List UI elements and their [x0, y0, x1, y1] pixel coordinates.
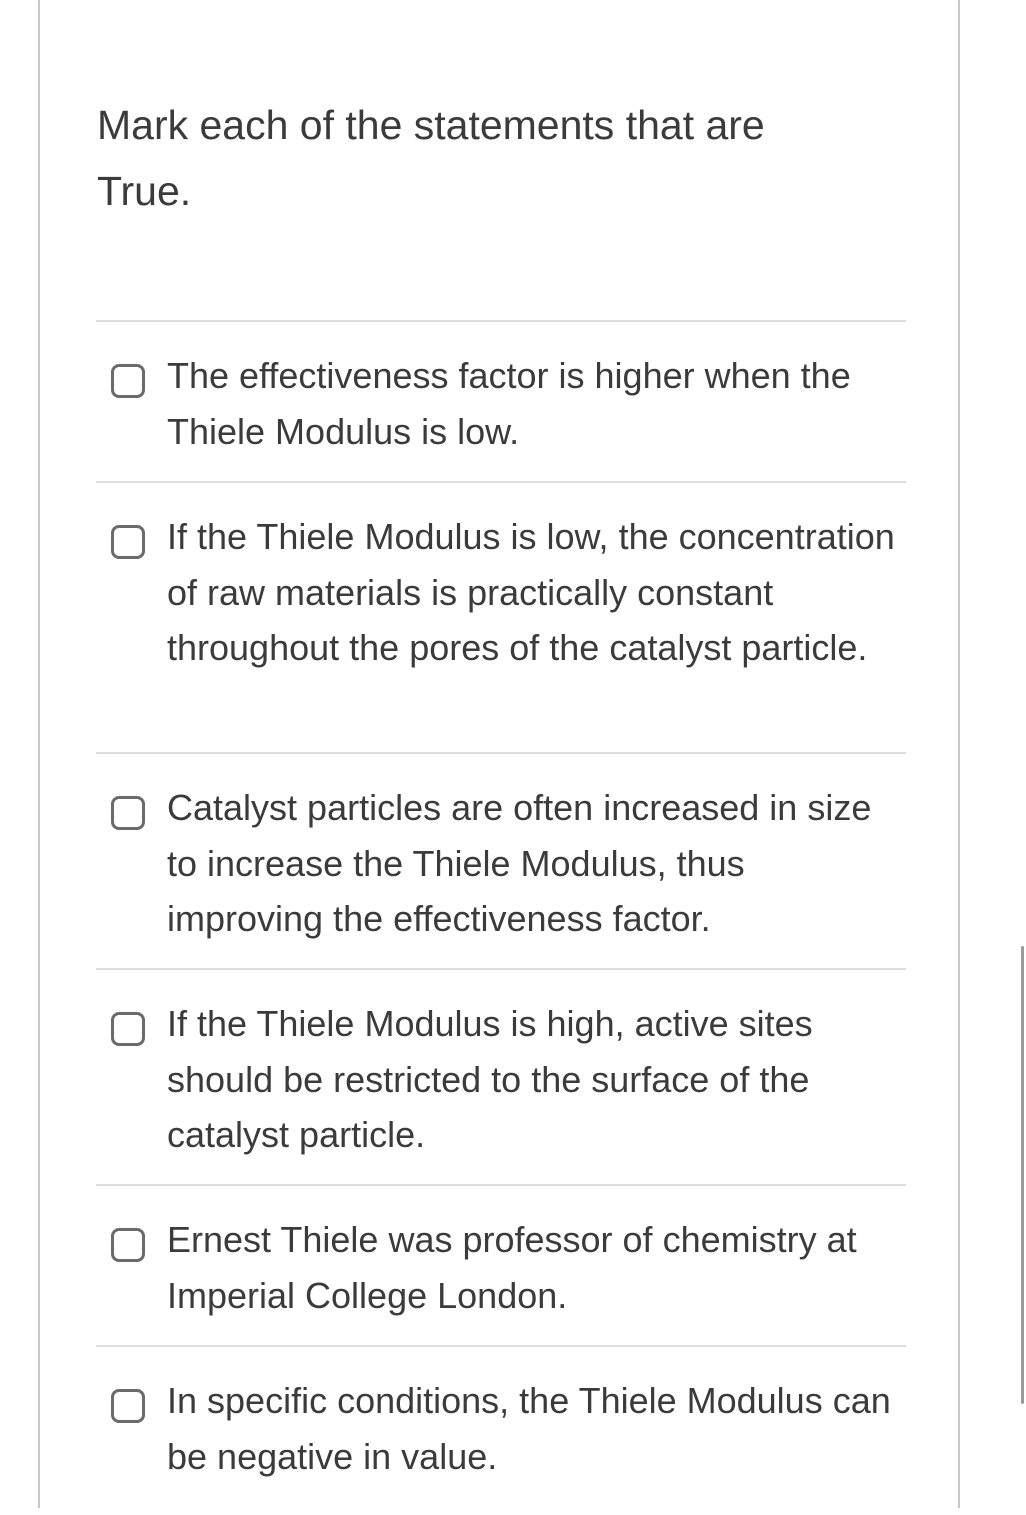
answer-option[interactable] [96, 1345, 906, 1515]
answer-option-label: If the Thiele Modulus is low, the concentration of raw materials is practically constant throughout the pores of the catalyst particle. [167, 516, 895, 668]
answer-option-label: The effectiveness factor is higher when the Thiele Modulus is low. [167, 355, 851, 452]
answer-option-label: Ernest Thiele was professor of chemistry at Imperial College London. [167, 1219, 857, 1316]
checkbox-icon[interactable] [111, 1012, 145, 1046]
checkbox-icon[interactable] [111, 796, 145, 830]
answer-option[interactable] [96, 1184, 906, 1345]
scrollbar[interactable] [1021, 946, 1024, 1404]
answer-option[interactable] [96, 320, 906, 481]
checkbox-icon[interactable] [111, 1228, 145, 1262]
answer-option-label: In specific conditions, the Thiele Modulus can be negative in value. [167, 1380, 891, 1477]
checkbox-icon[interactable] [111, 1389, 145, 1423]
question-panel [38, 0, 960, 1508]
question-prompt: Mark each of the statements that are True. [97, 102, 765, 214]
answer-option[interactable] [96, 968, 906, 1184]
answer-option[interactable] [96, 752, 906, 968]
checkbox-icon[interactable] [111, 525, 145, 559]
answer-option[interactable] [96, 481, 906, 752]
answer-options-list [96, 320, 906, 1515]
answer-option-label: Catalyst particles are often increased in size to increase the Thiele Modulus, thus improving the effectiveness factor. [167, 787, 872, 939]
checkbox-icon[interactable] [111, 364, 145, 398]
answer-option-label: If the Thiele Modulus is high, active sites should be restricted to the surface of the catalyst particle. [167, 1003, 813, 1155]
